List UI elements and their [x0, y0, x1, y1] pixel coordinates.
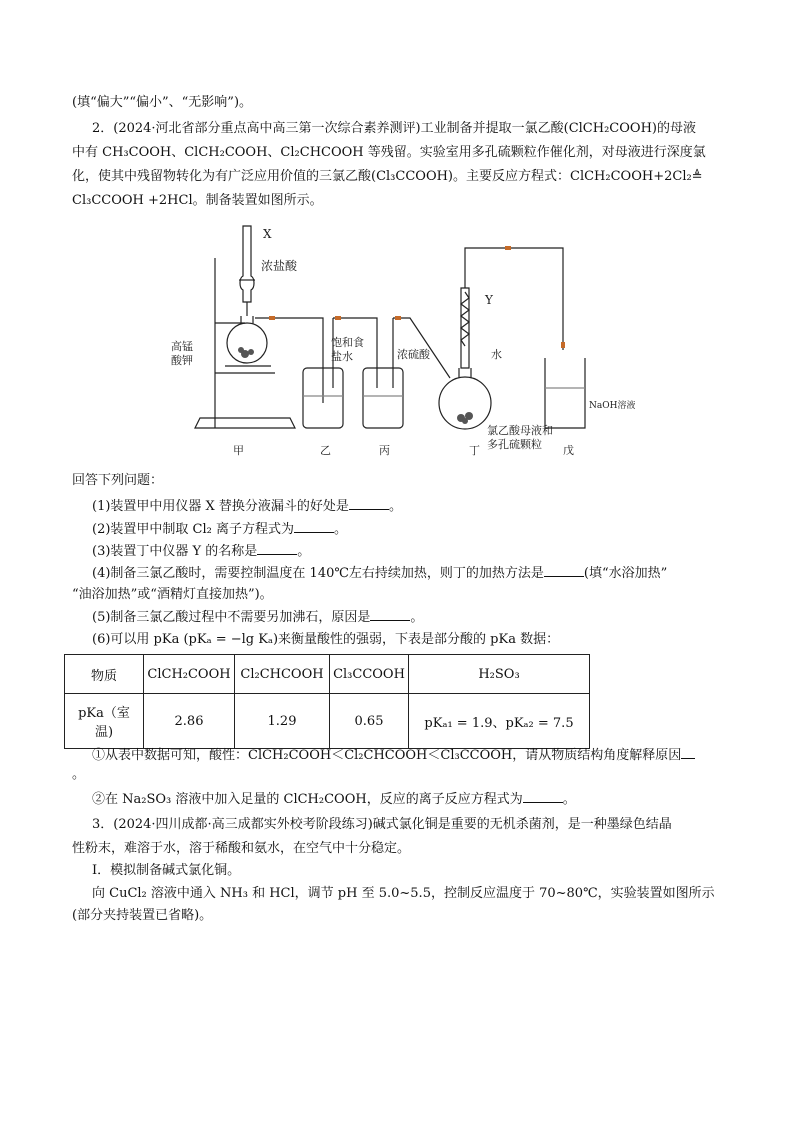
label-mixture-2: 多孔硫颗粒 [487, 438, 542, 451]
table-cell: 2.86 [144, 694, 235, 749]
question-5 [92, 608, 423, 627]
text-line: (部分夹持装置已省略)。 [72, 908, 213, 923]
table-header: H₂SO₃ [409, 655, 590, 694]
problem-2-intro: 2．(2024·河北省部分重点高中高三第一次综合素养测评)工业制备并提取一氯乙酸(ClCH₂COOH)的母液 [92, 121, 696, 136]
question-text: ②在 Na₂SO₃ 溶液中加入足量的 ClCH₂COOH，反应的离子反应方程式为 [92, 792, 523, 807]
table-header: ClCH₂COOH [144, 655, 235, 694]
text-line: 化，使其中残留物转化为有广泛应用价值的三氯乙酸(Cl₃CCOOH)。主要反应方程式：ClCH₂COOH+2Cl₂≜ [72, 169, 703, 184]
table-cell: pKₐ₁ = 1.9、pKₐ₂ = 7.5 [409, 694, 590, 749]
punctuation: 。 [334, 522, 348, 537]
label-wu: 戊 [563, 444, 574, 457]
punctuation: 。 [410, 610, 424, 625]
text-line: (填“偏大”“偏小”、“无影响”)。 [72, 95, 253, 110]
question-text: (4)制备三氯乙酸时，需要控制温度在 140℃左右持续加热，则丁的加热方法是 [92, 566, 544, 581]
table-header: 物质 [65, 655, 144, 694]
answer-blank [370, 608, 410, 621]
answer-blank [681, 746, 695, 759]
text-line: 向 CuCl₂ 溶液中通入 NH₃ 和 HCl，调节 pH 至 5.0~5.5，控制反应温度于 70~80℃，实验装置如图所示 [92, 886, 715, 901]
answer-blank [523, 790, 563, 803]
text-line: 回答下列问题： [72, 473, 164, 488]
row-label-line: 温) [94, 725, 114, 740]
label-y: Y [485, 293, 493, 307]
table-header: Cl₃CCOOH [330, 655, 409, 694]
question-4 [92, 564, 667, 583]
table-cell: 1.29 [235, 694, 330, 749]
label-x: X [263, 227, 272, 241]
label-bing: 丙 [379, 444, 390, 457]
answer-blank [544, 564, 584, 577]
label-conc-hcl: 浓盐酸 [261, 259, 298, 273]
punctuation: 。 [297, 544, 311, 559]
label-naoh: NaOH溶液 [589, 401, 635, 411]
label-kmno4-2: 酸钾 [171, 354, 193, 367]
label-water: 水 [491, 348, 502, 361]
label-ding: 丁 [469, 444, 480, 457]
pka-table [64, 654, 590, 749]
question-6: (6)可以用 pKa (pKₐ = −lg Kₐ)来衡量酸性的强弱，下表是部分酸的 pKa 数据： [92, 632, 560, 647]
label-kmno4-1: 高锰 [171, 340, 193, 353]
text-line: Cl₃CCOOH +2HCl。制备装置如图所示。 [72, 193, 323, 208]
label-yi: 乙 [320, 444, 331, 457]
question-text: (1)装置甲中用仪器 X 替换分液漏斗的好处是 [92, 499, 349, 514]
table-row-label [65, 694, 144, 749]
text-line: 中有 CH₃COOH、ClCH₂COOH、Cl₂CHCOOH 等残留。实验室用多孔硫颗粒作催化剂，对母液进行深度氯 [72, 145, 706, 160]
label-conc-h2so4: 浓硫酸 [397, 348, 430, 361]
question-text: (5)制备三氯乙酸过程中不需要另加沸石，原因是 [92, 610, 371, 625]
section-heading: Ⅰ．模拟制备碱式氯化铜。 [92, 863, 241, 878]
row-label-line: pKa（室 [78, 706, 130, 721]
question-text: (3)装置丁中仪器 Y 的名称是 [92, 544, 258, 559]
table-cell: 0.65 [330, 694, 409, 749]
subquestion-2 [92, 790, 576, 809]
punctuation: 。 [388, 499, 402, 514]
subquestion-1 [92, 746, 695, 765]
question-text: ①从表中数据可知，酸性：ClCH₂COOH＜Cl₂CHCOOH＜Cl₃CCOOH，请从物质结构角度解释原因 [92, 748, 682, 763]
question-text: (填“水浴加热” [583, 566, 668, 581]
question-1 [92, 497, 402, 516]
table-header: Cl₂CHCOOH [235, 655, 330, 694]
apparatus-figure [165, 218, 635, 458]
question-2 [92, 520, 347, 539]
answer-blank [294, 520, 334, 533]
question-3 [92, 542, 310, 561]
answer-blank [257, 542, 297, 555]
label-saturated-brine-2: 盐水 [331, 350, 353, 363]
label-mixture-1: 氯乙酸母液和 [487, 424, 553, 437]
text-line: 性粉末，难溶于水，溶于稀酸和氨水，在空气中十分稳定。 [72, 841, 411, 856]
question-4-cont: “油浴加热”或“酒精灯直接加热”)。 [72, 587, 273, 602]
punctuation: 。 [562, 792, 576, 807]
answer-blank [349, 497, 389, 510]
problem-3-intro: 3．(2024·四川成都·高三成都实外校考阶段练习)碱式氯化铜是重要的无机杀菌剂，是一种墨绿色结晶 [92, 817, 672, 832]
subquestion-1-end: 。 [72, 767, 86, 782]
label-saturated-brine-1: 饱和食 [331, 336, 364, 349]
label-jia: 甲 [233, 444, 244, 457]
question-text: (2)装置甲中制取 Cl₂ 离子方程式为 [92, 522, 294, 537]
